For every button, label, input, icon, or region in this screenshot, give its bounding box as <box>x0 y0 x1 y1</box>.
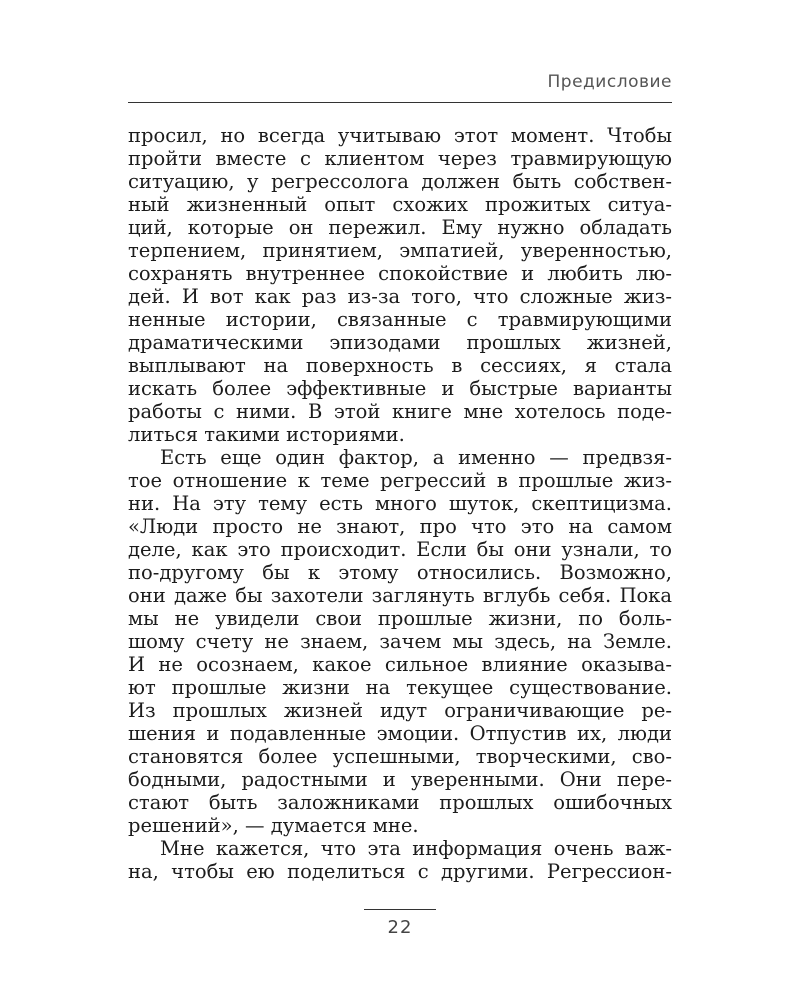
text-line: мы не увидели свои прошлые жизни, по боль- <box>128 607 672 630</box>
text-line: становятся более успешными, творческими, сво- <box>128 745 672 768</box>
text-line: стают быть заложниками прошлых ошибочных <box>128 791 672 814</box>
text-line: тое отношение к теме регрессий в прошлые жиз- <box>128 469 672 492</box>
text-line: шения и подавленные эмоции. Отпустив их, люди <box>128 722 672 745</box>
text-line: на, чтобы ею поделиться с другими. Регрессион- <box>128 860 672 883</box>
header-rule <box>128 102 672 103</box>
text-line: ют прошлые жизни на текущее существование. <box>128 676 672 699</box>
paragraph-first-line: Есть еще один фактор, а именно — предвзя- <box>160 446 672 469</box>
text-line: пройти вместе с клиентом через травмирующую <box>128 147 672 170</box>
text-line: просил, но всегда учитываю этот момент. Чтобы <box>128 124 672 147</box>
text-line: ситуацию, у регрессолога должен быть собствен- <box>128 170 672 193</box>
text-line: «Люди просто не знают, про что это на самом <box>128 515 672 538</box>
text-line: искать более эффективные и быстрые варианты <box>128 377 672 400</box>
text-line: Из прошлых жизней идут ограничивающие ре- <box>128 699 672 722</box>
text-line: сохранять внутреннее спокойствие и любить лю- <box>128 262 672 285</box>
text-line: терпением, принятием, эмпатией, уверенностью, <box>128 239 672 262</box>
footer-rule <box>364 909 436 910</box>
text-line: И не осознаем, какое сильное влияние оказыва- <box>128 653 672 676</box>
text-line: бодными, радостными и уверенными. Они пере- <box>128 768 672 791</box>
text-line: деле, как это происходит. Если бы они узнали, то <box>128 538 672 561</box>
text-line: драматическими эпизодами прошлых жизней, <box>128 331 672 354</box>
text-line: ный жизненный опыт схожих прожитых ситуа- <box>128 193 672 216</box>
body-text <box>128 124 672 883</box>
text-line: по-другому бы к этому относились. Возможно, <box>128 561 672 584</box>
page-number: 22 <box>387 917 413 938</box>
paragraph-first-line: Мне кажется, что эта информация очень важ- <box>160 837 672 860</box>
text-line: они даже бы захотели заглянуть вглубь себя. Пока <box>128 584 672 607</box>
running-header: Предисловие <box>547 72 672 92</box>
text-line: ненные истории, связанные с травмирующими <box>128 308 672 331</box>
text-line: шому счету не знаем, зачем мы здесь, на Земле. <box>128 630 672 653</box>
text-line: выплывают на поверхность в сессиях, я стала <box>128 354 672 377</box>
text-line: работы с ними. В этой книге мне хотелось поде- <box>128 400 672 423</box>
paragraph-end-line: решений», — думается мне. <box>128 814 419 837</box>
text-line: ни. На эту тему есть много шуток, скептицизма. <box>128 492 672 515</box>
text-line: дей. И вот как раз из-за того, что сложные жиз- <box>128 285 672 308</box>
text-line: ций, которые он пережил. Ему нужно обладать <box>128 216 672 239</box>
paragraph-end-line: литься такими историями. <box>128 423 405 446</box>
